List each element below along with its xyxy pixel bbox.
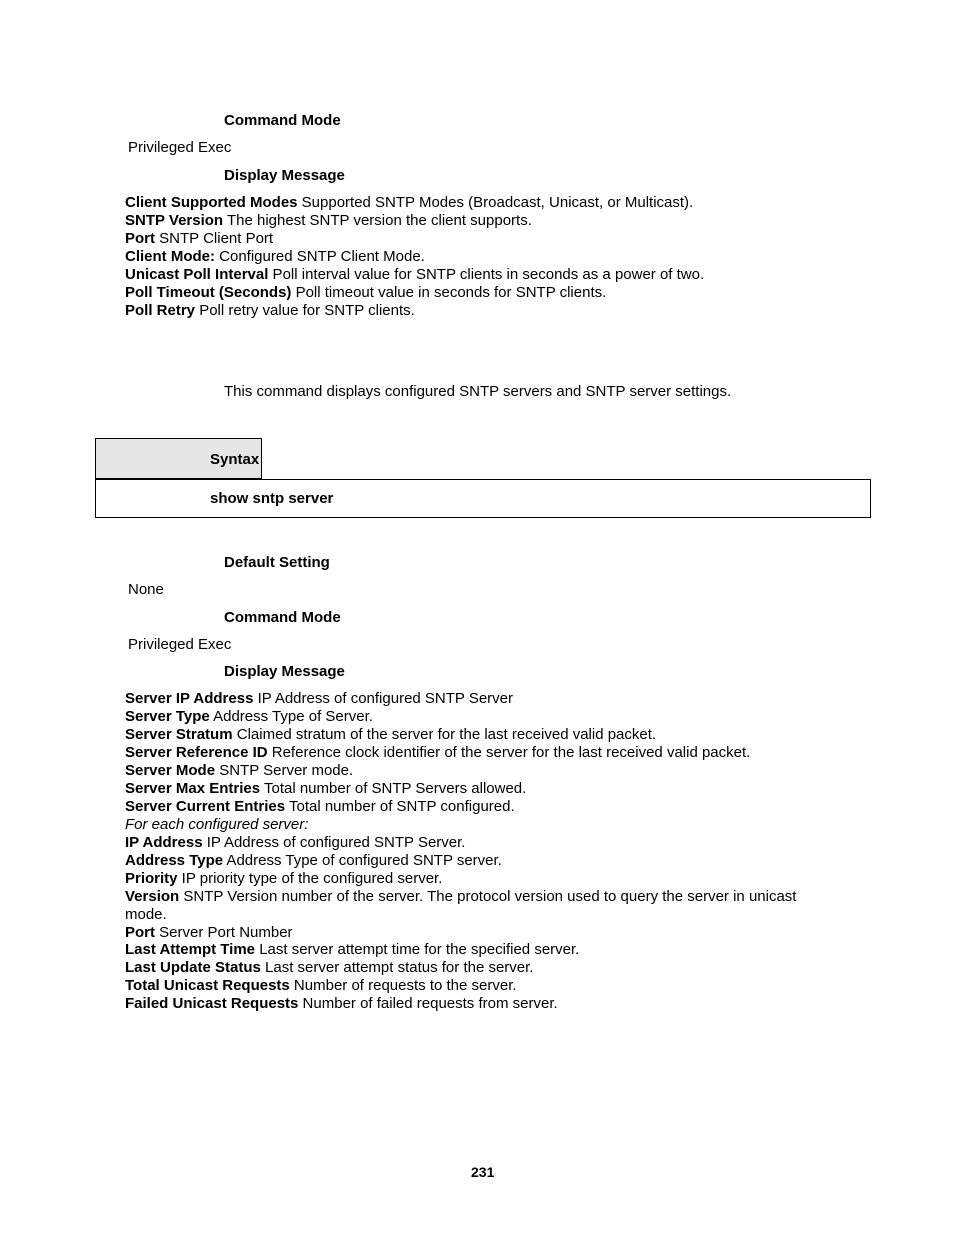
definition-term: Server Reference ID	[125, 744, 268, 761]
definition-desc: Poll retry value for SNTP clients.	[195, 302, 415, 319]
definition-item	[125, 266, 704, 284]
syntax-body-cell	[95, 479, 871, 518]
command-mode-value: Privileged Exec	[128, 636, 232, 653]
definition-item	[125, 941, 579, 959]
definition-desc: Supported SNTP Modes (Broadcast, Unicast, or Multicast).	[297, 194, 694, 211]
definition-desc: Last server attempt status for the server.	[260, 959, 534, 976]
definition-term: SNTP Version	[125, 212, 224, 229]
definition-item	[125, 906, 167, 924]
page-number: 231	[471, 1164, 495, 1180]
definition-desc: Total number of SNTP Servers allowed.	[260, 780, 527, 797]
definition-term: Address Type	[125, 852, 224, 869]
definition-item	[125, 762, 353, 780]
definition-term: Server Max Entries	[125, 780, 261, 797]
definition-item	[125, 284, 606, 302]
definition-item	[125, 194, 693, 212]
definition-item	[125, 977, 517, 995]
definition-term: Version	[125, 888, 180, 905]
default-setting-value: None	[128, 581, 164, 598]
definition-desc: SNTP Version number of the server. The protocol version used to query the server in unicast	[179, 888, 797, 905]
definition-term: IP Address	[125, 834, 203, 851]
definition-term: Server IP Address	[125, 690, 254, 707]
definition-desc: Claimed stratum of the server for the last received valid packet.	[232, 726, 657, 743]
definition-term: Poll Timeout (Seconds)	[125, 284, 292, 301]
definition-item	[125, 798, 515, 816]
definition-item	[125, 780, 526, 798]
definition-item	[125, 959, 533, 977]
definition-term: Unicast Poll Interval	[125, 266, 269, 283]
definition-item	[125, 924, 293, 942]
definition-item	[125, 726, 656, 744]
per-server-note: For each configured server:	[125, 816, 309, 833]
definition-item	[125, 690, 513, 708]
syntax-header-cell	[95, 438, 262, 479]
definition-desc: Address Type of Server.	[209, 708, 373, 725]
definition-item	[125, 888, 796, 906]
definition-item	[125, 852, 502, 870]
definition-item	[125, 744, 750, 762]
definition-desc: IP Address of configured SNTP Server	[253, 690, 513, 707]
definition-item	[125, 708, 373, 726]
definition-desc: Poll timeout value in seconds for SNTP clients.	[291, 284, 607, 301]
definition-desc: Total number of SNTP configured.	[285, 798, 515, 815]
definition-term: Last Attempt Time	[125, 941, 256, 958]
syntax-label: Syntax	[210, 451, 260, 468]
definition-desc: Address Type of configured SNTP server.	[223, 852, 502, 869]
definition-item	[125, 995, 558, 1013]
command-mode-heading: Command Mode	[224, 112, 341, 129]
definition-desc: The highest SNTP version the client supports.	[223, 212, 532, 229]
command-mode-value: Privileged Exec	[128, 139, 232, 156]
definition-term: Server Mode	[125, 762, 216, 779]
definition-item	[125, 834, 465, 852]
definition-term: Server Current Entries	[125, 798, 286, 815]
definition-term: Failed Unicast Requests	[125, 995, 299, 1012]
command-description: This command displays configured SNTP servers and SNTP server settings.	[224, 383, 732, 400]
definition-desc: Configured SNTP Client Mode.	[215, 248, 425, 265]
definition-item	[125, 230, 273, 248]
definition-desc: Number of failed requests from server.	[298, 995, 558, 1012]
definition-item	[125, 870, 442, 888]
definition-term: Total Unicast Requests	[125, 977, 290, 994]
definition-desc: Number of requests to the server.	[289, 977, 517, 994]
definition-term: Poll Retry	[125, 302, 196, 319]
definition-term: Server Stratum	[125, 726, 233, 743]
definition-desc: Poll interval value for SNTP clients in seconds as a power of two.	[268, 266, 705, 283]
definition-desc: IP Address of configured SNTP Server.	[202, 834, 466, 851]
definition-item	[125, 302, 415, 320]
syntax-command: show sntp server	[210, 490, 334, 507]
definition-desc: mode.	[125, 906, 167, 923]
definition-desc: Server Port Number	[155, 924, 293, 941]
command-mode-heading: Command Mode	[224, 609, 341, 626]
definition-desc: IP priority type of the configured server.	[177, 870, 443, 887]
definition-desc: SNTP Client Port	[155, 230, 274, 247]
definition-term: Last Update Status	[125, 959, 261, 976]
definition-term: Port	[125, 924, 155, 941]
definition-term: Priority	[125, 870, 178, 887]
definition-term: Server Type	[125, 708, 210, 725]
definition-term: Client Supported Modes	[125, 194, 298, 211]
definition-desc: SNTP Server mode.	[215, 762, 354, 779]
definition-term: Client Mode:	[125, 248, 215, 265]
definition-item	[125, 212, 532, 230]
definition-desc: Last server attempt time for the specified server.	[255, 941, 580, 958]
display-message-heading: Display Message	[224, 663, 345, 680]
definition-term: Port	[125, 230, 155, 247]
default-setting-heading: Default Setting	[224, 554, 330, 571]
definition-desc: Reference clock identifier of the server for the last received valid packet.	[267, 744, 751, 761]
display-message-heading: Display Message	[224, 167, 345, 184]
definition-item	[125, 248, 425, 266]
